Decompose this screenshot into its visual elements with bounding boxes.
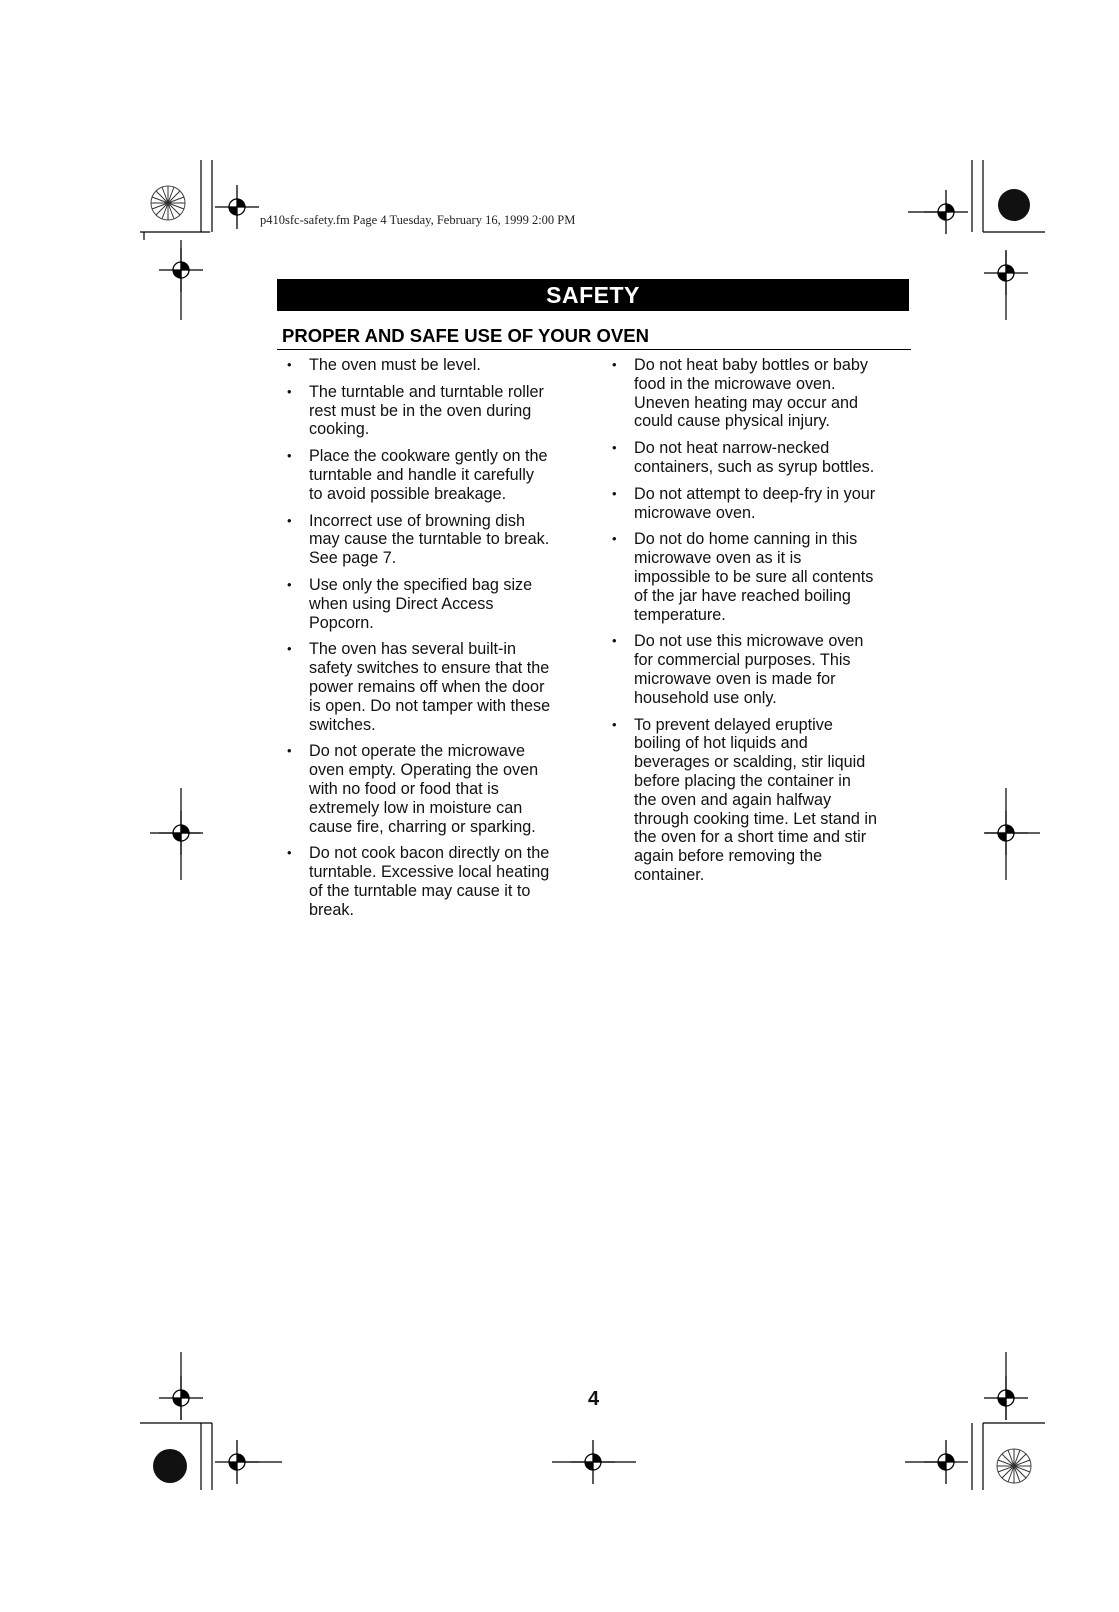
- list-item: [287, 742, 587, 836]
- bullet-icon: •: [612, 633, 617, 649]
- list-item: [612, 530, 922, 624]
- corner-mark-top-right: [908, 160, 1045, 320]
- bullet-icon: •: [612, 716, 617, 732]
- list-item: [287, 640, 587, 734]
- list-item-text: Use only the specified bag size when using Direct Access Popcorn.: [309, 575, 533, 632]
- corner-mark-top-left: [140, 160, 259, 320]
- side-mark-right: [984, 788, 1040, 880]
- list-item-text: The oven must be level.: [309, 356, 481, 374]
- list-item: [287, 383, 587, 439]
- corner-mark-bottom-right: [905, 1352, 1045, 1490]
- bullet-icon: •: [287, 641, 292, 657]
- bullet-icon: •: [612, 440, 617, 456]
- list-item-text: To prevent delayed eruptive boiling of hot liquids and beverages or scalding, stir liquid before placing the container in the oven and again halfway through cooking time. Let stand in the oven for a short time and stir again before removing the container.: [634, 715, 877, 884]
- list-item-text: The turntable and turntable roller rest must be in the oven during cooking.: [309, 382, 544, 439]
- bullet-icon: •: [287, 512, 292, 528]
- list-item: [612, 632, 922, 707]
- list-item: [287, 512, 587, 568]
- list-item: [612, 439, 922, 477]
- list-item: [287, 356, 587, 375]
- list-item: [612, 485, 922, 523]
- list-item: [287, 576, 587, 632]
- page-number: 4: [588, 1388, 600, 1410]
- bullet-icon: •: [287, 383, 292, 399]
- list-item: [287, 447, 587, 503]
- list-item-text: Do not operate the microwave oven empty. Operating the oven with no food or food that is extremely low in moisture can cause fire, charring or sparking.: [309, 742, 539, 836]
- file-header: p410sfc-safety.fm Page 4 Tuesday, February 16, 1999 2:00 PM: [260, 213, 576, 227]
- bullet-icon: •: [287, 845, 292, 861]
- bullet-icon: •: [287, 743, 292, 759]
- list-item-text: Incorrect use of browning dish may cause the turntable to break. See page 7.: [309, 511, 550, 568]
- list-item: [612, 716, 922, 885]
- list-item-text: Do not cook bacon directly on the turntable. Excessive local heating of the turntable may cause it to break.: [309, 844, 550, 919]
- bullet-icon: •: [612, 485, 617, 501]
- list-item-text: Do not use this microwave oven for commercial purposes. This microwave oven is made for household use only.: [634, 632, 864, 707]
- list-item: [612, 356, 922, 431]
- list-item-text: Do not do home canning in this microwave oven as it is impossible to be sure all contents of the jar have reached boiling temperature.: [634, 530, 874, 624]
- bottom-center-mark: [552, 1440, 636, 1484]
- corner-mark-bottom-left: [140, 1352, 282, 1490]
- bullet-icon: •: [612, 357, 617, 372]
- section-title: PROPER AND SAFE USE OF YOUR OVEN: [282, 325, 649, 346]
- list-item-text: Do not heat narrow-necked containers, such as syrup bottles.: [634, 439, 875, 476]
- bullet-icon: •: [287, 357, 292, 372]
- list-item-text: Do not attempt to deep-fry in your microwave oven.: [634, 484, 876, 522]
- bullet-icon: •: [287, 448, 292, 464]
- safety-banner: SAFETY: [277, 279, 909, 311]
- left-column-list: [287, 356, 587, 928]
- list-item-text: Place the cookware gently on the turntable and handle it carefully to avoid possible breakage.: [309, 447, 548, 503]
- list-item: [287, 844, 587, 919]
- list-item-text: Do not heat baby bottles or baby food in the microwave oven. Uneven heating may occur and could cause physical injury.: [634, 356, 868, 431]
- list-item-text: The oven has several built-in safety switches to ensure that the power remains off when the door is open. Do not tamper with these switches.: [309, 640, 551, 734]
- right-column-list: [612, 356, 922, 893]
- side-mark-left: [150, 788, 203, 880]
- bullet-icon: •: [287, 576, 292, 592]
- bullet-icon: •: [612, 531, 617, 547]
- title-rule: [277, 349, 911, 350]
